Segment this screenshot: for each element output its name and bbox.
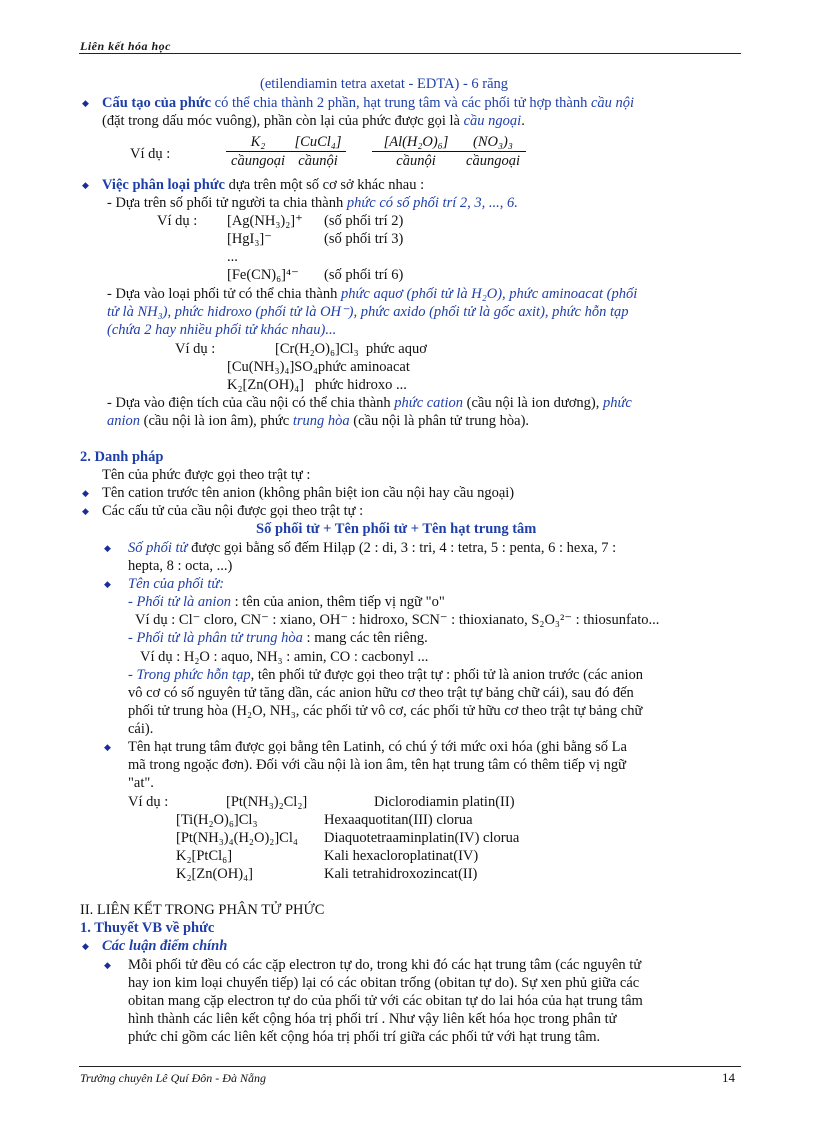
fraction-alh2o: [Al(H₂O)₆] cầunội <box>372 133 460 170</box>
section2-sub2: Các luận điểm chính <box>102 938 228 954</box>
bullet-icon: ◆ <box>104 742 111 752</box>
ten-phoi-tu: Tên của phối tử: <box>128 576 225 592</box>
naming-ex-formula: [Ti(H₂O)₆]Cl₃ <box>176 812 258 828</box>
phan-loai-line: Việc phân loại phức dựa trên một số cơ sở khác nhau : <box>102 177 425 193</box>
naming-ex-name: Kali tetrahidroxozincat(II) <box>324 866 478 882</box>
neutral-line: - Phối tử là phân tử trung hòa : mang các tên riêng. <box>128 630 428 646</box>
section2-heading: II. LIÊN KẾT TRONG PHÂN TỬ PHỨC <box>80 902 325 918</box>
bullet-icon: ◆ <box>104 960 111 970</box>
vb-para-line1: Mỗi phối tử đều có các cặp electron tự do, trong khi đó các hạt trung tâm (các nguyên tử <box>128 957 642 973</box>
ex2-row: [Cu(NH₃)₄]SO₄phức aminoacat <box>227 359 410 375</box>
mixed-line3: phối tử trung hòa (H₂O, NH₃, các phối tử vô cơ, các phối tử hữu cơ theo trật tự bảng chữ <box>128 703 643 719</box>
vb-para-line4: hình thành các liên kết cộng hóa trị phối trí . Như vậy liên kết hóa học trong phân tử <box>128 1011 617 1027</box>
so-phoi-tu-line1: Số phối tử được gọi bằng số đếm Hilạp (2 : di, 3 : tri, 4 : tetra, 5 : penta, 6 : hexa, 7 : <box>128 540 617 556</box>
page-number: 14 <box>722 1070 735 1085</box>
vb-para-line5: phức chỉ gồm các liên kết cộng hóa trị phối trí giữa các phối tử với hạt trung tâm. <box>128 1029 601 1045</box>
cau-tao-line1: Cấu tạo của phức có thể chia thành 2 phần, hạt trung tâm và các phối tử hợp thành cầu nội <box>102 95 635 111</box>
bullet-icon: ◆ <box>104 543 111 553</box>
naming-ex-formula: [Pt(NH₃)₂Cl₂] <box>226 794 308 810</box>
center-line1: Tên hạt trung tâm được gọi bằng tên Latinh, có chú ý tới mức oxi hóa (ghi bằng số La <box>128 739 627 755</box>
ex2-label: Ví dụ : <box>175 341 216 357</box>
mixed-line2: vô cơ có số nguyên tử tăng dần, các anion hữu cơ theo trật tự bảng chữ cái), sau đó đến <box>128 685 634 701</box>
by-charge-line2: anion (cầu nội là ion âm), phức trung hòa (cầu nội là phân tử trung hòa). <box>107 413 530 429</box>
ex1-desc: (số phối trí 6) <box>324 267 404 283</box>
ex1-formula: [Ag(NH₃)₂]⁺ <box>227 213 303 229</box>
vb-para-line3: obitan mang cặp electron tự do của phối tử với các obitan tự do lai hóa của hạt trung tâm <box>128 993 643 1009</box>
cau-tao-line2: (đặt trong dấu móc vuông), phần còn lại của phức được gọi là cầu ngoại. <box>102 113 525 129</box>
bullet-icon: ◆ <box>82 180 89 190</box>
bullet-icon: ◆ <box>82 506 89 516</box>
ex1-desc: (số phối trí 2) <box>324 213 404 229</box>
so-phoi-tu-line2: hepta, 8 : octa, ...) <box>128 558 233 574</box>
naming-ex-name: Hexaaquotitan(III) clorua <box>324 812 473 828</box>
section2-sub1: 1. Thuyết VB về phức <box>80 920 215 936</box>
mixed-line4: cái). <box>128 721 154 737</box>
naming-ex-formula: K₂[PtCl₆] <box>176 848 233 864</box>
naming-ex-label: Ví dụ : <box>128 794 169 810</box>
ex2-row: [Cr(H₂O)₆]Cl₃ phức aquơ <box>275 341 427 357</box>
anion-example: Ví dụ : Cl⁻ cloro, CN⁻ : xiano, OH⁻ : hidroxo, SCN⁻ : thioxianato, S₂O₃²⁻ : thiosunfato... <box>135 612 660 628</box>
danh-phap-b2: Các cấu tử của cầu nội được gọi theo trật tự : <box>102 503 364 519</box>
fraction-cucl4: [CuCl₄] cầunội <box>290 133 346 170</box>
header-rule <box>79 53 741 54</box>
center-line2: mã trong ngoặc đơn). Đối với cầu nội là ion âm, tên hạt trung tâm có thêm tiếp vị ngữ <box>128 757 626 773</box>
edta-line: (etilendiamin tetra axetat - EDTA) - 6 răng <box>260 76 509 92</box>
ex1-formula: [HgI₃]⁻ <box>227 231 272 247</box>
naming-formula: Số phối tử + Tên phối tử + Tên hạt trung tâm <box>256 521 537 537</box>
bullet-icon: ◆ <box>104 579 111 589</box>
vb-para-line2: hay ion kim loại chuyển tiếp) lại có các obitan trống (obitan tự do). Sự xen phủ giữa các <box>128 975 640 991</box>
bullet-icon: ◆ <box>82 98 89 108</box>
fraction-k2: K₂ cầungoại <box>226 133 290 170</box>
bullet-icon: ◆ <box>82 941 89 951</box>
footer-rule <box>79 1066 741 1067</box>
footer-school: Trường chuyên Lê Quí Đôn - Đà Nẵng <box>80 1071 266 1085</box>
danh-phap-heading: 2. Danh pháp <box>80 449 164 465</box>
bullet-icon: ◆ <box>82 488 89 498</box>
phan-loai-by-count: - Dựa trên số phối tử người ta chia thành phức có số phối trí 2, 3, ..., 6. <box>107 195 518 211</box>
by-charge-line1: - Dựa vào điện tích của cầu nội có thể chia thành phức cation (cầu nội là ion dương), phức <box>107 395 632 411</box>
ex1-label: Ví dụ : <box>157 213 198 229</box>
by-type-line1: - Dựa vào loại phối tử có thể chia thành phức aquơ (phối tử là H₂O), phức aminoacat (phối <box>107 286 638 302</box>
by-type-line2: tử là NH₃), phức hidroxo (phối tử là OH⁻), phức axido (phối tử là gốc axit), phức hỗn tạp <box>107 304 629 320</box>
naming-ex-formula: K₂[Zn(OH)₄] <box>176 866 253 882</box>
naming-ex-formula: [Pt(NH₃)₄(H₂O)₂]Cl₄ <box>176 830 298 846</box>
header-title: Liên kết hóa học <box>80 39 171 53</box>
center-line3: "at". <box>128 775 154 791</box>
naming-ex-name: Diclorodiamin platin(II) <box>374 794 515 810</box>
naming-ex-name: Diaquotetraaminplatin(IV) clorua <box>324 830 520 846</box>
ex1-formula: ... <box>227 249 238 265</box>
danh-phap-b1: Tên cation trước tên anion (không phân biệt ion cầu nội hay cầu ngoại) <box>102 485 515 501</box>
anion-line: - Phối tử là anion : tên của anion, thêm tiếp vị ngữ "o" <box>128 594 445 610</box>
ex1-formula: [Fe(CN)₆]⁴⁻ <box>227 267 299 283</box>
by-type-line3: (chứa 2 hay nhiều phối tử khác nhau)... <box>107 322 337 338</box>
mixed-line1: - Trong phức hỗn tạp, tên phối tử được gọi theo trật tự : phối tử là anion trước (các anion <box>128 667 644 683</box>
naming-ex-name: Kali hexacloroplatinat(IV) <box>324 848 479 864</box>
neutral-example: Ví dụ : H₂O : aquo, NH₃ : amin, CO : cacbonyl ... <box>140 649 429 665</box>
danh-phap-intro: Tên của phức được gọi theo trật tự : <box>102 467 311 483</box>
ex1-desc: (số phối trí 3) <box>324 231 404 247</box>
fraction-no3: (NO₃)₃ cầungoại <box>460 133 526 170</box>
example-label: Ví dụ : <box>130 146 171 162</box>
ex2-row: K₂[Zn(OH)₄] phức hidroxo ... <box>227 377 407 393</box>
